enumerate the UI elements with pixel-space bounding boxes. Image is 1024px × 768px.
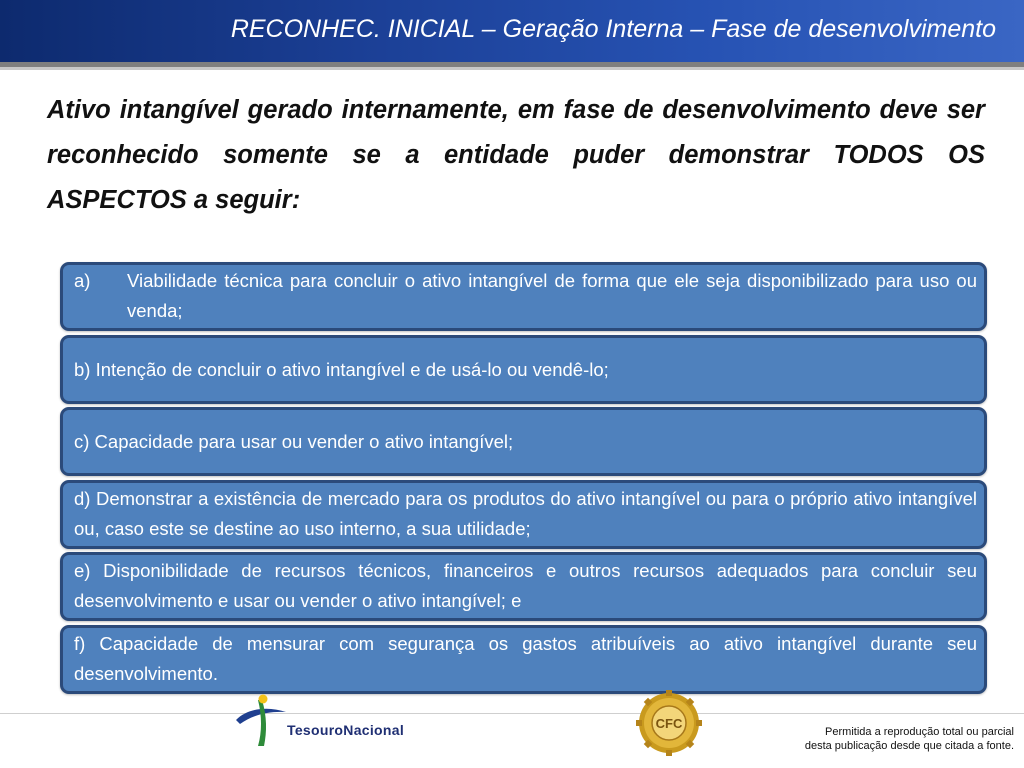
cfc-seal [636,690,702,756]
criterion-box-b [60,335,987,404]
reproduction-notice [805,725,1014,753]
criterion-box-c [60,407,987,476]
cfc-seal-label [636,690,702,756]
cfc-seal-text: CFC [655,715,683,731]
reproduction-notice-line-2: desta publicação desde que citada a fonte. [804,740,1014,752]
intro-paragraph: Ativo intangível gerado internamente, em fase de desenvolvimento deve ser reconhecido somente se a entidade puder demonstrar TODOS OS ASPECTOS a seguir: [47,96,985,214]
slide-title: RECONHEC. INICIAL – Geração Interna – Fase de desenvolvimento [230,15,996,43]
criterion-text-b: b) Intenção de concluir o ativo intangível e de usá-lo ou vendê-lo; [74,358,609,380]
footer-divider [0,713,1024,714]
criterion-text-a: Viabilidade técnica para concluir o ativo intangível de forma que ele seja disponibilizado para uso ou venda; [127,270,977,321]
tesouro-nacional-logo [232,694,442,748]
tesouro-nacional-mark-icon [232,694,288,748]
header-bar [0,0,1024,62]
criterion-text-e: e) Disponibilidade de recursos técnicos, financeiros e outros recursos adequados para concluir seu desenvolvimento e usar ou vender o ativo intangível; e [74,560,977,611]
criterion-text-c: c) Capacidade para usar ou vender o ativo intangível; [74,430,514,452]
criterion-box-f [60,625,987,694]
criterion-box-a [60,262,987,331]
criterion-text-f: f) Capacidade de mensurar com segurança os gastos atribuíveis ao ativo intangível durante seu desenvolvimento. [74,633,977,684]
criterion-label-a: a) [74,270,91,291]
criterion-box-d [60,480,987,549]
criterion-box-e [60,552,987,621]
reproduction-notice-line-1: Permitida a reprodução total ou parcial [825,726,1014,738]
tesouro-nacional-wordmark: TesouroNacional [287,722,405,738]
criterion-text-d: d) Demonstrar a existência de mercado para os produtos do ativo intangível ou para o próprio ativo intangível ou, caso este se destine ao uso interno, a sua utilidade; [74,488,977,539]
header-divider-light [0,67,1024,70]
